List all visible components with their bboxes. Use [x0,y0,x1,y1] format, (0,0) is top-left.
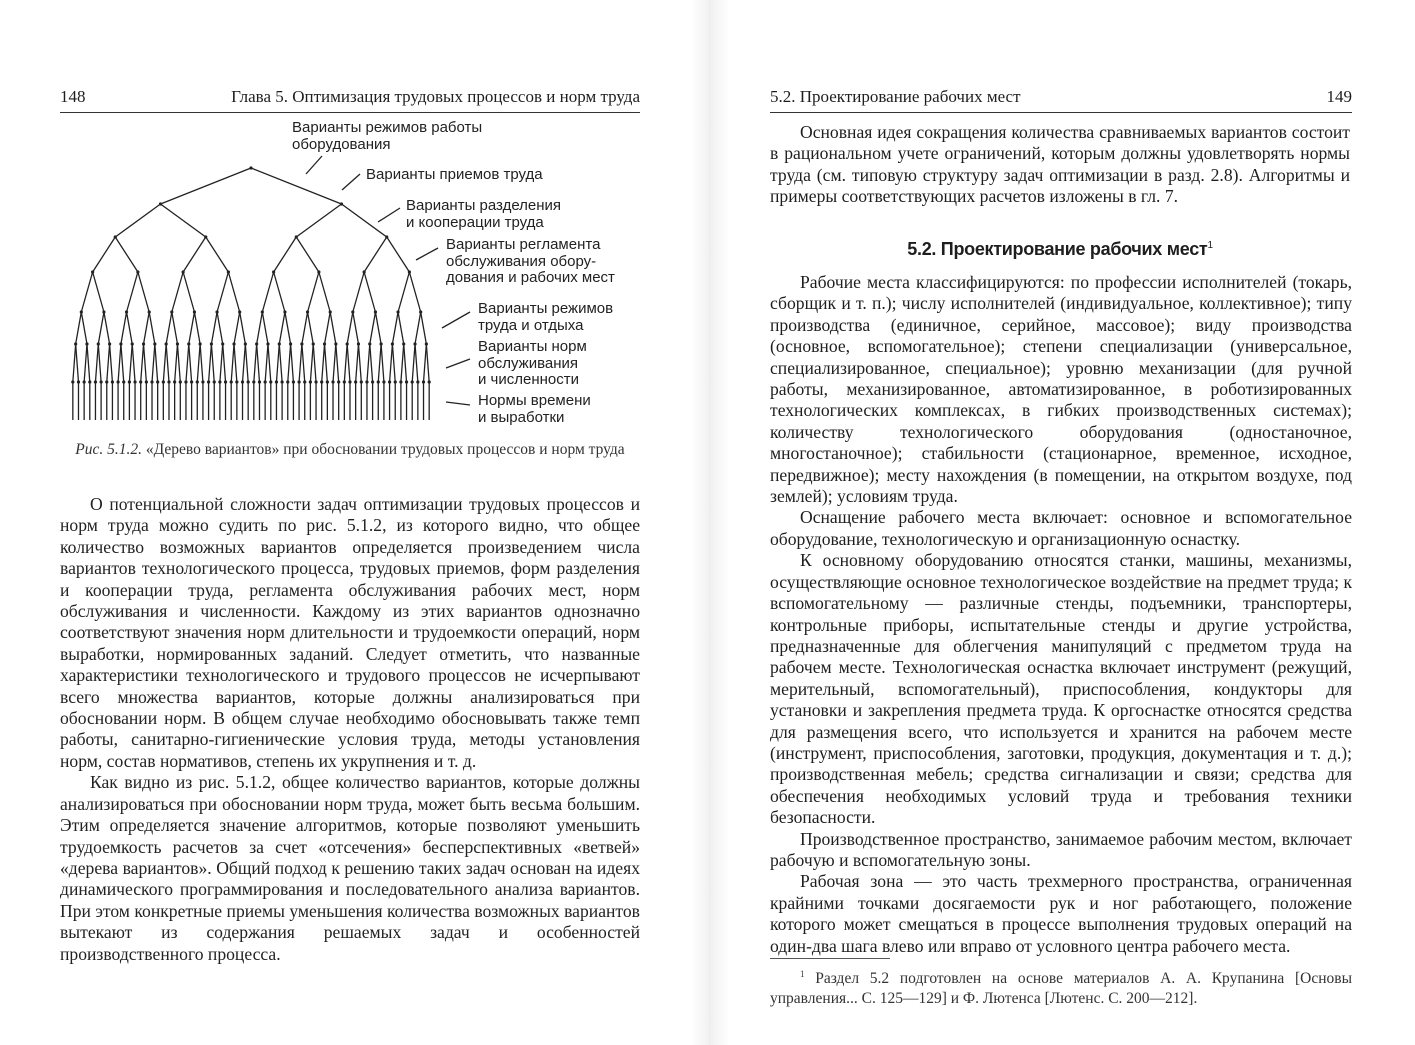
tree-branch [104,312,110,344]
tree-branch [234,312,240,344]
tree-branch [177,344,180,382]
tree-branch [404,344,407,382]
tree-branch [310,344,313,382]
tree-node [227,270,230,273]
tree-node [176,342,179,345]
tree-branch [149,312,155,344]
tree-node [91,270,94,273]
tree-branch [257,344,260,382]
paragraph: О потенциальной сложности задач оптимизации трудовых процессов и норм труда можно судить по рис. 5.1.2, из которого видно, что общее количество возможных вариантов определяется произведением числа вариантов технологического процесса, трудовых приемов, форм разделения и кооперации труда, регламента обслуживания рабочих мест, норм обслуживания и численности. Каждому из этих вариантов однозначно соответствуют значения норм длительности и трудоемкости операций, норм выработки, нормированных заданий. Следует отметить, что названные характеристики технологического и трудового процессов не исчерпывают всего множества вариантов, которые должны анализироваться при обосновании норм. В общем случае необходимо обосновывать также темп работы, санитарно-гигиенические условия труда, методы установления норм, состав нормативов, степень их укрупнения и т. д. [60,494,640,771]
tree-branch [262,312,268,344]
tree-branch [189,312,195,344]
tree-branch [127,312,133,344]
tree-branch [206,237,229,272]
tree-node [283,310,286,313]
tree-branch [421,312,427,344]
tree-branch [234,344,237,382]
tree-branch [370,344,373,382]
tree-branch [302,312,308,344]
tree-branch [223,344,226,382]
tree-branch [356,344,359,382]
tree-node [255,342,258,345]
tree-node [119,342,122,345]
tree-node [340,202,343,205]
tree-node [312,342,315,345]
tree-node [323,342,326,345]
tree-branch [274,272,285,312]
tree-branch [245,344,248,382]
tree-branch [257,312,263,344]
tree-branch [299,344,302,382]
tree-branch [426,344,429,382]
tree-node [317,270,320,273]
tree-node [182,270,185,273]
caption-text: «Дерево вариантов» при обосновании трудовых процессов и норм труда [142,441,625,458]
tree-branch [274,237,297,272]
tree-branch [333,344,336,382]
tree-branch [325,312,331,344]
section-heading-text: 5.2. Проектирование рабочих мест [907,239,1208,259]
tree-branch [398,272,409,312]
tree-node [266,342,269,345]
right-page [710,0,1415,1045]
tree-branch [353,312,359,344]
tree-branch [73,344,76,382]
tree-node [413,342,416,345]
tree-branch [398,312,404,344]
tree-node [351,310,354,313]
tree-branch [378,344,381,382]
tree-node [374,310,377,313]
tree-branch [415,344,418,382]
tree-branch [285,312,291,344]
tree-branch [127,272,138,312]
tree-branch [336,344,339,382]
paragraph: Рабочие места классифицируются: по профессии исполнителей (токарь, сборщик и т. п.); числу исполнителей (индивидуальное, коллективное); типу производства (единичное, серийное, массовое); виду производства (основное, вспомогательное); степени специализации (универсальное, специализированное, специальное); уровню механизации (для ручной работы, механизированное, автоматизированное, в роботизированных технологических комплексах, в гибких производственных системах); количеству технологического оборудования (одностаночное, многостаночное); стабильности (стационарное, временное, исходное, передвижное); месту нахождения (в помещении, на открытом воздухе, под землей); условиям труда. [770,272,1352,507]
footnote-number: 1 [800,969,805,979]
tree-node [408,270,411,273]
tree-branch [166,312,172,344]
footnote [770,964,1352,1009]
tree-branch [121,312,127,344]
tree-node [108,342,111,345]
tree-node [193,310,196,313]
tree-node [187,342,190,345]
tree-branch [231,344,234,382]
tree-node [221,342,224,345]
tree-branch [220,344,223,382]
tree-branch [364,272,375,312]
tree-branch [370,312,376,344]
tree-branch [322,344,325,382]
label-service-norms: Варианты норм обслуживания и численности [478,338,587,388]
tree-branch [138,272,149,312]
right-body-text [770,272,1352,957]
tree-branch [194,312,200,344]
tree-node [346,342,349,345]
label-pointer [442,312,470,328]
tree-branch [115,237,138,272]
tree-node [131,342,134,345]
figure-caption [60,440,640,460]
tree-branch [211,312,217,344]
right-running-head [770,86,1352,113]
tree-node [74,342,77,345]
tree-branch [313,344,316,382]
tree-node [153,342,156,345]
paragraph: Производственное пространство, занимаемое рабочим местом, включает рабочую и вспомогательную зоны. [770,828,1352,870]
tree-branch [76,312,82,344]
tree-branch [110,344,113,382]
tree-branch [186,344,189,382]
tree-branch [141,344,144,382]
tree-branch [211,344,214,382]
footnote-marker: 1 [1207,240,1213,251]
label-work-techniques: Варианты приемов труда [366,166,543,183]
label-pointer [378,208,400,222]
paragraph: К основному оборудованию относятся станки, машины, механизмы, осуществляющие основное технологическое воздействие на предмет труда; к вспомогательному — различные стенды, подъемники, транспортеры, контрольные приборы, испытательные стенды и другие устройства, предназначенные для облегчения манипуляций с предметом труда на рабочем месте. Технологическая оснастка включает инструмент (режущий, мерительный, вспомогательный), приспособления, кондукторы для установки и закрепления предмета труда. К оргоснастке относятся средства для размещения всего, что используется и хранится на рабочем месте (инструмент, приспособления, заготовки, продукция, документация и т. д.); производственная мебель; средства сигнализации и связи; средства для обеспечения необходимых условий труда и требования техники безопасности. [770,550,1352,828]
tree-branch [412,344,415,382]
tree-branch [358,344,361,382]
tree-branch [155,344,158,382]
tree-node [300,342,303,345]
tree-node [244,342,247,345]
tree-node [210,342,213,345]
tree-node [368,342,371,345]
tree-branch [240,312,246,344]
label-pointer [446,359,470,368]
tree-branch [161,168,252,204]
tree-branch [387,237,410,272]
tree-node [425,342,428,345]
tree-branch [325,344,328,382]
tree-branch [265,344,268,382]
tree-branch [118,344,121,382]
tree-branch [183,272,194,312]
tree-branch [347,344,350,382]
tree-node [97,342,100,345]
tree-branch [319,272,330,312]
tree-branch [95,344,98,382]
tree-node [402,342,405,345]
tree-node [215,310,218,313]
tree-branch [302,344,305,382]
label-time-norms: Нормы времени и выработки [478,392,591,426]
intro-text [770,122,1350,208]
chapter-title: Глава 5. Оптимизация трудовых процессов и норм труда [231,87,640,106]
tree-node [385,235,388,238]
tree-node [289,342,292,345]
tree-branch [291,344,294,382]
tree-branch [364,237,387,272]
tree-branch [279,312,285,344]
tree-branch [308,272,319,312]
label-pointer [306,156,322,174]
tree-node [232,342,235,345]
tree-branch [308,312,314,344]
tree-branch [424,344,427,382]
label-equipment-modes: Варианты режимов работы оборудования [292,119,483,153]
tree-branch [347,312,353,344]
tree-branch [129,344,132,382]
paragraph: Как видно из рис. 5.1.2, общее количество вариантов, которые должны анализироваться при обосновании норм труда, может быть весьма большим. Этим определяется значение алгоритмов, которые позволяют уменьшить трудоемкость расчетов за счет «отсечения» бесперспективных «ветвей» «дерева вариантов». Общий подход к решению таких задач основан на идеях динамического программирования и последовательного анализа вариантов. При этом конкретные приемы уменьшения количества возможных вариантов вытекают из содержания решаемых задач и особенностей производственного процесса. [60,772,640,964]
section-running-title: 5.2. Проектирование рабочих мест [770,87,1021,106]
tree-branch [98,312,104,344]
tree-node [261,310,264,313]
tree-node [419,310,422,313]
left-running-head [60,86,640,113]
tree-node [363,270,366,273]
tree-node [80,310,83,313]
tree-branch [390,344,393,382]
tree-branch [296,237,319,272]
tree-node [148,310,151,313]
tree-branch [415,312,421,344]
tree-branch [243,344,246,382]
tree-node [334,342,337,345]
tree-branch [163,344,166,382]
tree-branch [367,344,370,382]
tree-branch [209,344,212,382]
tree-branch [144,312,150,344]
tree-branch [81,312,87,344]
tree-branch [392,312,398,344]
tree-node [238,310,241,313]
tree-node [85,342,88,345]
label-pointer [416,248,438,260]
tree-branch [276,344,279,382]
tree-branch [93,272,104,312]
tree-branch [81,272,92,312]
page-number-right: 149 [1326,87,1352,106]
tree-branch [84,344,87,382]
tree-branch [152,344,155,382]
tree-branch [262,272,273,312]
tree-branch [172,272,183,312]
tree-node [159,202,162,205]
page-number-left: 148 [60,87,86,106]
footnote-text: Раздел 5.2 подготовлен на основе материалов А. А. Крупанина [Основы управления... С. 125—129] и Ф. Лютенса [Лютенс. С. 200—212]. [770,970,1353,1008]
tree-branch [375,312,381,344]
left-page [0,0,705,1045]
tree-branch [107,344,110,382]
tree-node [249,166,252,169]
tree-branch [172,312,178,344]
tree-branch [381,344,384,382]
tree-branch [228,272,239,312]
variants-tree-figure [60,112,650,430]
tree-branch [330,312,336,344]
tree-node [278,342,281,345]
tree-branch [353,272,364,312]
tree-node [170,310,173,313]
tree-branch [217,272,228,312]
tree-branch [254,344,257,382]
tree-branch [197,344,200,382]
section-heading [770,234,1350,261]
tree-branch [87,344,90,382]
tree-branch [401,344,404,382]
tree-node [142,342,145,345]
tree-branch [279,344,282,382]
tree-branch [166,344,169,382]
tree-node [272,270,275,273]
tree-node [396,310,399,313]
tree-branch [121,344,124,382]
footnote-divider [770,958,890,959]
label-pointer [446,402,470,405]
tree-branch [200,344,203,382]
tree-branch [409,272,420,312]
tree-branch [183,237,206,272]
paragraph: Рабочая зона — это часть трехмерного пространства, ограниченная крайними точками досягаемости рук и ног работающего, положение которого может смещаться в процессе выполнения трудовых операций на один-два шага влево или вправо от условного центра рабочего места. [770,871,1352,956]
tree-branch [217,312,223,344]
tree-branch [161,204,206,237]
tree-branch [251,168,342,204]
tree-node [204,235,207,238]
tree-branch [175,344,178,382]
tree-branch [189,344,192,382]
tree-branch [268,344,271,382]
tree-node [125,310,128,313]
tree-branch [93,237,116,272]
label-pointer [342,174,360,190]
tree-branch [144,344,147,382]
tree-branch [392,344,395,382]
tree-branch [115,204,160,237]
tree-branch [344,344,347,382]
label-work-rest-modes: Варианты режимов труда и отдыха [478,300,614,334]
tree-node [391,342,394,345]
tree-node [136,270,139,273]
tree-node [357,342,360,345]
tree-node [379,342,382,345]
tree-node [198,342,201,345]
label-division-cooperation: Варианты разделения и кооперации труда [406,197,562,231]
tree-node [329,310,332,313]
tree-node [102,310,105,313]
tree-node [114,235,117,238]
tree-node [165,342,168,345]
left-body-text [60,494,640,965]
tree-node [306,310,309,313]
tree-branch [296,204,341,237]
tree-branch [288,344,291,382]
tree-node [295,235,298,238]
tree-branch [132,344,135,382]
paragraph: Основная идея сокращения количества сравниваемых вариантов состоит в рациональном учете ограничений, которым должны удовлетворять нормы труда (см. типовую структуру задач оптимизации в разд. 2.8). Алгоритмы и примеры соответствующих расчетов изложены в гл. 7. [770,122,1350,207]
label-maintenance-rules: Варианты регламента обслуживания обору- дования и рабочих мест [446,236,615,286]
paragraph: Оснащение рабочего места включает: основное и вспомогательное оборудование, технологическую и организационную оснастку. [770,507,1352,549]
tree-branch [98,344,101,382]
tree-branch [76,344,79,382]
caption-id: Рис. 5.1.2. [75,441,143,458]
